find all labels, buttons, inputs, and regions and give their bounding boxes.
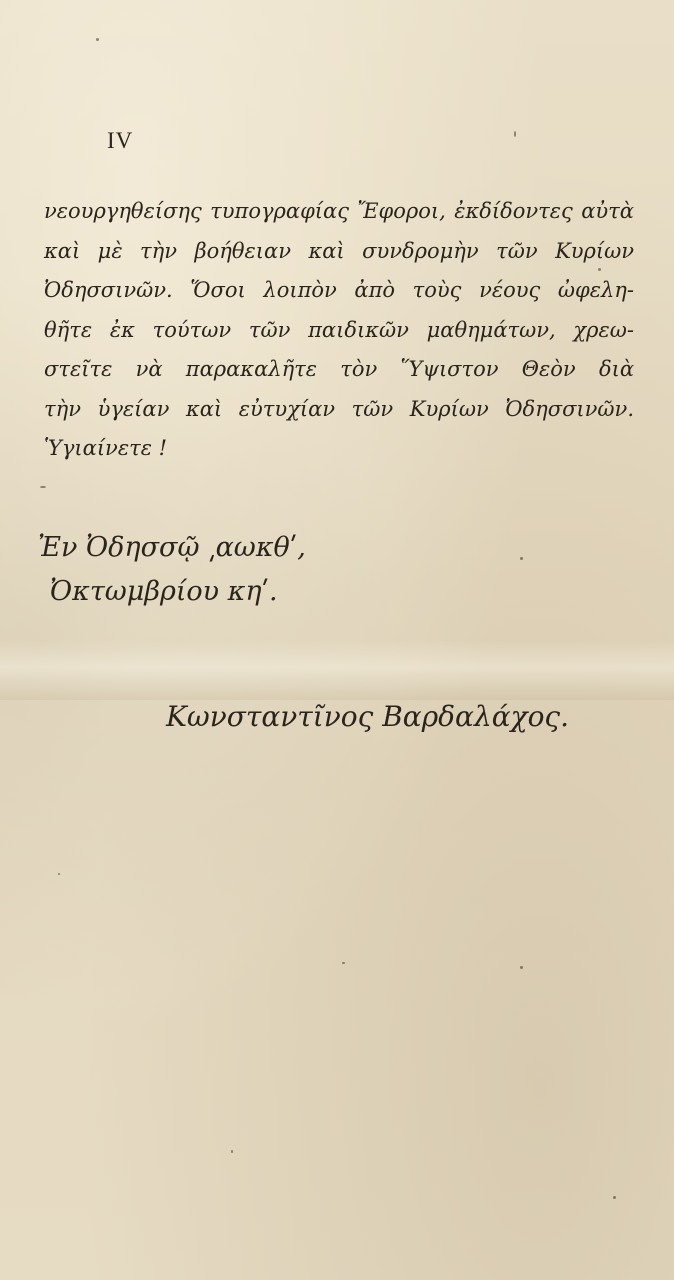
body-line: θῆτε ἐκ τούτων τῶν παιδικῶν μαθημάτων, χρεω- xyxy=(44,317,634,342)
page-number: IV xyxy=(107,128,134,153)
paper-speck xyxy=(40,486,46,488)
body-line: Ὀδησσινῶν. Ὅσοι λοιπὸν ἀπὸ τοὺς νέους ὠφελη- xyxy=(44,278,634,302)
body-line: στεῖτε νὰ παρακαλῆτε τὸν Ὕψιστον Θεὸν διὰ xyxy=(44,357,634,381)
dateline xyxy=(38,526,306,614)
paper-speck xyxy=(598,268,601,271)
body-paragraph xyxy=(44,192,634,469)
paper-fold xyxy=(0,640,674,700)
author-signature: Κωνσταντῖνος Βαρδαλάχος. xyxy=(166,700,570,733)
paper-speck xyxy=(231,1150,233,1153)
paper-speck xyxy=(58,873,60,875)
paper-speck xyxy=(520,966,523,969)
paper-speck xyxy=(514,131,516,137)
body-line: τὴν ὑγείαν καὶ εὐτυχίαν τῶν Κυρίων Ὀδησσινῶν. xyxy=(44,396,634,421)
paper-speck xyxy=(96,38,99,41)
paper-speck xyxy=(520,557,523,560)
paper-speck xyxy=(342,962,345,964)
body-line: Ὑγιαίνετε ! xyxy=(44,436,168,460)
body-line: νεουργηθείσης τυπογραφίας Ἔφοροι, ἐκδίδοντες αὐτὰ xyxy=(44,199,634,223)
body-line: καὶ μὲ τὴν βοήθειαν καὶ συνδρομὴν τῶν Κυρίων xyxy=(44,238,634,263)
dateline-place-year: Ἐν Ὀδησσῷ ͵αωκθʹ, xyxy=(38,532,306,563)
paper-speck xyxy=(613,1196,616,1199)
dateline-month-day: Ὀκτωμβρίου κηʹ. xyxy=(50,576,278,607)
